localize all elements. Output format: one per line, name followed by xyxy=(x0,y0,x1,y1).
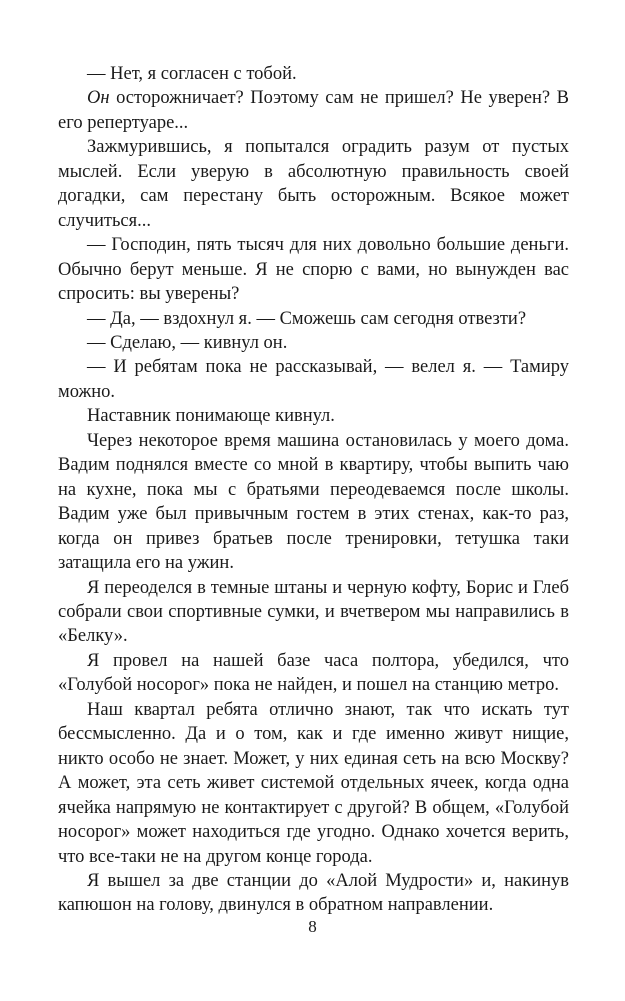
paragraph: Я провел на нашей базе часа полтора, убедился, что «Голубой носорог» пока не найден, и пошел на станцию метро. xyxy=(58,650,569,696)
paragraph: Наставник понимающе кивнул. xyxy=(87,406,335,427)
paragraph: — И ребятам пока не рассказывай, — велел я. — Тамиру можно. xyxy=(58,357,569,402)
paragraph: Я вышел за две станции до «Алой Мудрости» и, накинув капюшон на голову, двинулся в обратном направлении. xyxy=(58,870,569,916)
paragraph: Я переоделся в темные штаны и черную кофту, Борис и Глеб собрали свои спортивные сумки, и вчетвером мы направились в «Белку». xyxy=(58,577,569,647)
paragraph: Наш квартал ребята отлично знают, так что искать тут бессмысленно. Да и о том, как и где именно живут нищие, никто особо не знает. Может, у них единая сеть на всю Москву? А может, эта сеть живет системой отдельных ячеек, когда одна ячейка напрямую не контактирует с другой? В общем, «Голубой носорог» может находиться где угодно. Однако хочется верить, что все-таки не на другом конце города. xyxy=(58,699,569,867)
paragraph: — Господин, пять тысяч для них довольно большие деньги. Обычно берут меньше. Я не спорю с вами, но вынужден вас спросить: вы уверены? xyxy=(58,235,569,305)
paragraph: — Нет, я согласен с тобой. xyxy=(87,64,297,84)
paragraph: — Сделаю, — кивнул он. xyxy=(87,332,288,353)
page-number: 8 xyxy=(308,917,317,936)
paragraph: — Да, — вздохнул я. — Сможешь сам сегодня отвезти? xyxy=(87,308,527,329)
paragraph: Зажмурившись, я попытался оградить разум от пустых мыслей. Если уверую в абсолютную правильность своей догадки, сам перестану быть осторожным. Всякое может случиться... xyxy=(58,137,569,231)
paragraph xyxy=(58,86,569,135)
emphasized-word: Он xyxy=(87,88,110,109)
paragraph: Через некоторое время машина остановилась у моего дома. Вадим поднялся вместе со мной в квартиру, чтобы выпить чаю на кухне, пока мы с братьями переодеваемся после школы. Вадим уже был привычным гостем в этих стенах, как-то раз, когда он привез братьев после тренировки, тетушка таки затащила его на ужин. xyxy=(58,430,569,574)
page-body xyxy=(58,62,569,918)
paragraph-text: осторожничает? Поэтому сам не пришел? Не уверен? В его репертуаре... xyxy=(58,88,569,133)
